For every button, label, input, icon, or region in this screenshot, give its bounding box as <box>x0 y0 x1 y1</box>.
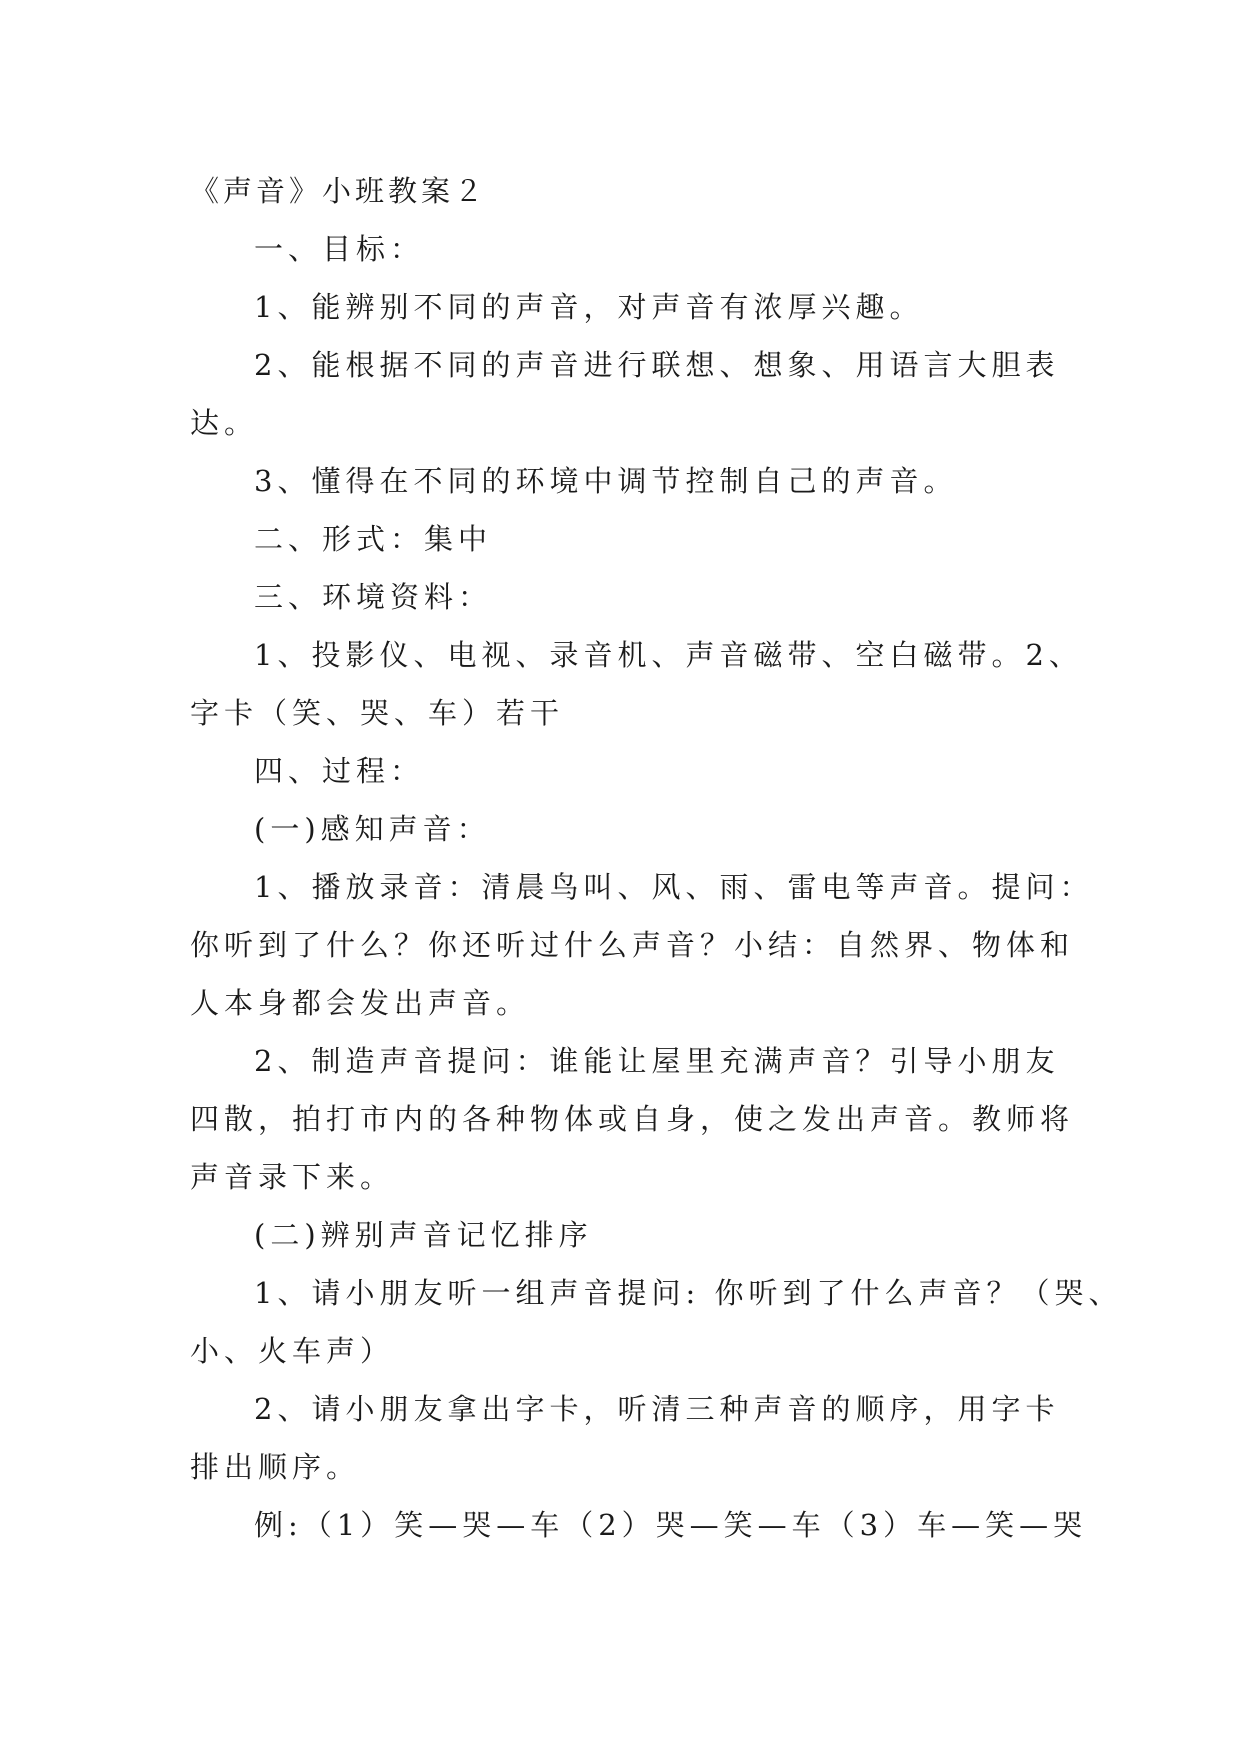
document-page <box>190 162 1123 1554</box>
paragraph-line: 1、投影仪、电视、录音机、声音磁带、空白磁带。2、 <box>254 638 1083 672</box>
paragraph-line: 3、懂得在不同的环境中调节控制自己的声音。 <box>254 464 958 498</box>
paragraph-line: 小、火车声） <box>190 1334 395 1368</box>
subsection-heading-distinguish: (二)辨别声音记忆排序 <box>254 1218 593 1252</box>
section-heading-process: 四、过程： <box>254 754 425 788</box>
document-title: 《声音》小班教案２ <box>190 174 488 208</box>
subsection-heading-perceive: (一)感知声音： <box>254 812 491 846</box>
paragraph-line: 声音录下来。 <box>190 1160 395 1194</box>
paragraph-line: 例:（1）笑—哭—车（2）哭—笑—车（3）车—笑—哭 <box>254 1508 1088 1542</box>
paragraph-line: 1、能辨别不同的声音，对声音有浓厚兴趣。 <box>254 290 924 324</box>
paragraph-line: 1、请小朋友听一组声音提问: 你听到了什么声音？（哭、 <box>254 1276 1123 1310</box>
paragraph-line: 1、播放录音：清晨鸟叫、风、雨、雷电等声音。提问： <box>254 870 1094 904</box>
paragraph-line: 排出顺序。 <box>190 1450 361 1484</box>
paragraph-line: 2、请小朋友拿出字卡，听清三种声音的顺序，用字卡 <box>254 1392 1060 1426</box>
paragraph-line: 四散，拍打市内的各种物体或自身，使之发出声音。教师将 <box>190 1102 1075 1136</box>
paragraph-line: 达。 <box>190 406 259 440</box>
section-heading-goals: 一、目标： <box>254 232 425 266</box>
paragraph-line: 人本身都会发出声音。 <box>190 986 531 1020</box>
paragraph-line: 字卡（笑、哭、车）若干 <box>190 696 565 730</box>
paragraph-line: 2、制造声音提问：谁能让屋里充满声音？引导小朋友 <box>254 1044 1060 1078</box>
paragraph-line: 2、能根据不同的声音进行联想、想象、用语言大胆表 <box>254 348 1060 382</box>
section-heading-format: 二、形式：集中 <box>254 522 493 556</box>
section-heading-materials: 三、环境资料： <box>254 580 493 614</box>
paragraph-line: 你听到了什么？你还听过什么声音？小结：自然界、物体和 <box>190 928 1075 962</box>
